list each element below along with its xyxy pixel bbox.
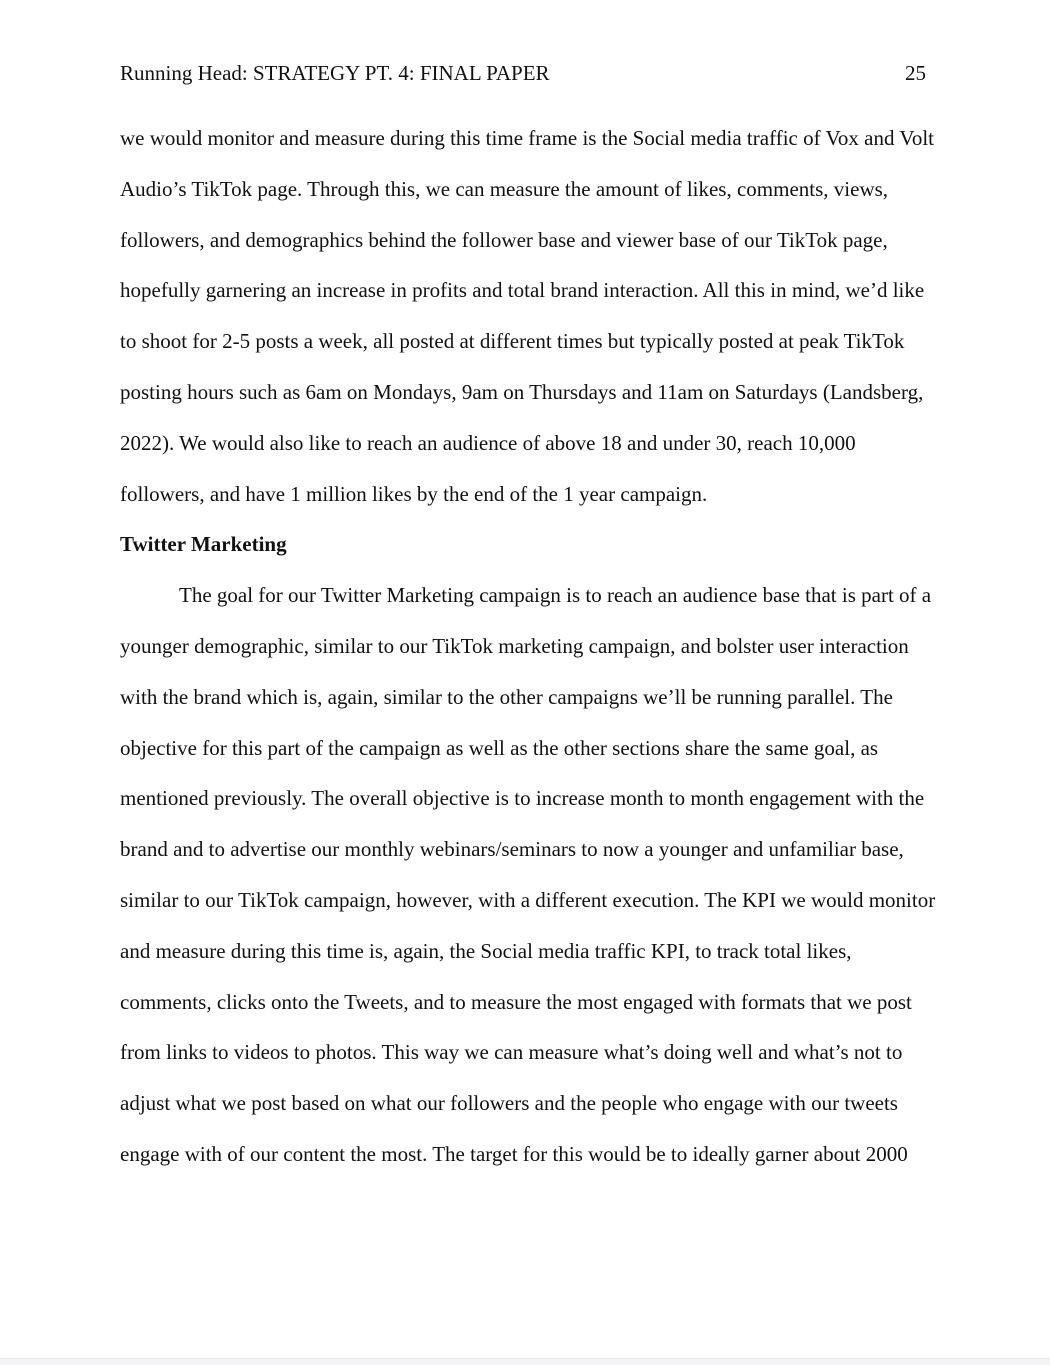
- body-line: followers, and have 1 million likes by the end of the 1 year campaign.: [120, 481, 708, 506]
- body-line: younger demographic, similar to our TikTok marketing campaign, and bolster user interaction: [120, 633, 909, 658]
- body-line: and measure during this time is, again, the Social media traffic KPI, to track total likes,: [120, 938, 852, 963]
- body-line: Audio’s TikTok page. Through this, we can measure the amount of likes, comments, views,: [120, 176, 889, 201]
- body-line: from links to videos to photos. This way we can measure what’s doing well and what’s not to: [120, 1040, 903, 1065]
- body-line: 2022). We would also like to reach an audience of above 18 and under 30, reach 10,000: [120, 430, 856, 455]
- running-head: Running Head: STRATEGY PT. 4: FINAL PAPER: [120, 61, 550, 85]
- section-heading-twitter-marketing: Twitter Marketing: [120, 532, 287, 557]
- body-line: similar to our TikTok campaign, however, with a different execution. The KPI we would monitor: [120, 887, 936, 912]
- body-line: comments, clicks onto the Tweets, and to measure the most engaged with formats that we post: [120, 989, 912, 1014]
- body-line: posting hours such as 6am on Mondays, 9am on Thursdays and 11am on Saturdays (Landsberg,: [120, 379, 924, 404]
- page-edge-divider: [0, 1358, 1050, 1365]
- body-line: to shoot for 2-5 posts a week, all posted at different times but typically posted at peak TikTok: [120, 329, 905, 354]
- body-line: we would monitor and measure during this time frame is the Social media traffic of Vox and Volt: [120, 126, 934, 150]
- body-line: objective for this part of the campaign as well as the other sections share the same goal, as: [120, 735, 879, 760]
- body-line: The goal for our Twitter Marketing campaign is to reach an audience base that is part of a: [179, 583, 932, 608]
- body-line: adjust what we post based on what our followers and the people who engage with our tweets: [120, 1091, 898, 1116]
- body-line: engage with of our content the most. The target for this would be to ideally garner about 2000: [120, 1141, 908, 1166]
- page-header: [120, 61, 926, 86]
- body-line: followers, and demographics behind the follower base and viewer base of our TikTok page,: [120, 227, 888, 252]
- page-number: 25: [905, 61, 926, 85]
- page-body: [120, 113, 936, 1180]
- body-line: with the brand which is, again, similar to the other campaigns we’ll be running parallel. The: [120, 684, 893, 709]
- body-line: brand and to advertise our monthly webinars/seminars to now a younger and unfamiliar base,: [120, 837, 904, 862]
- body-line: mentioned previously. The overall objective is to increase month to month engagement with the: [120, 786, 925, 811]
- body-line: hopefully garnering an increase in profits and total brand interaction. All this in mind, we’d like: [120, 278, 925, 303]
